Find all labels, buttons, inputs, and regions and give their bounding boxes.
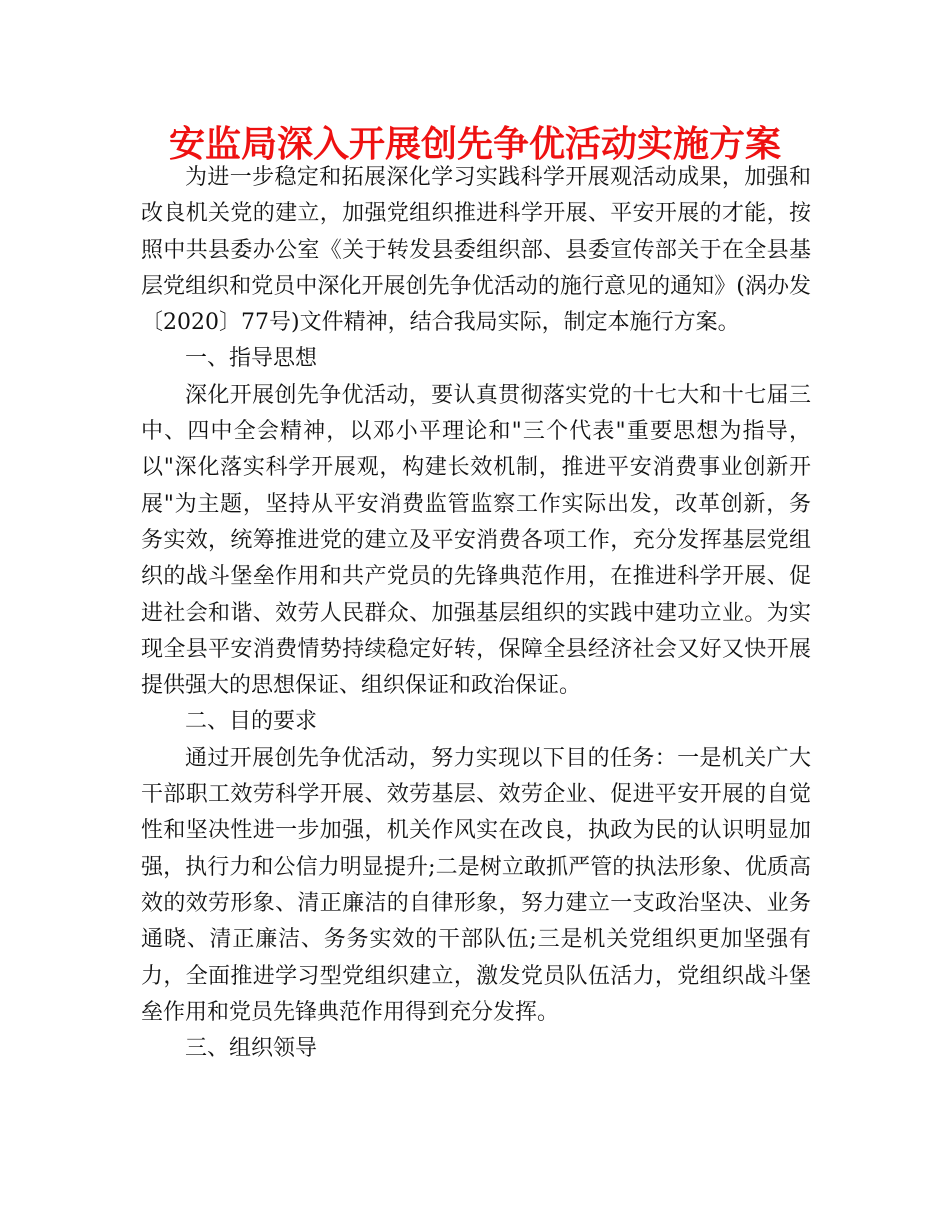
document-title: 安监局深入开展创先争优活动实施方案 <box>168 124 781 165</box>
intro-paragraph: 为进一步稳定和拓展深化学习实践科学开展观活动成果，加强和改良机关党的建立，加强党组织推进科学开展、平安开展的才能，按照中共县委办公室《关于转发县委组织部、县委宣传部关于在全县基层党组织和党员中深化开展创先争优活动的施行意见的通知》(涡办发〔2020〕77号)文件精神，结合我局实际，制定本施行方案。 <box>141 165 811 336</box>
section-body-goals: 通过开展创先争优活动，努力实现以下目的任务：一是机关广大干部职工效劳科学开展、效劳基层、效劳企业、促进平安开展的自觉性和坚决性进一步加强，机关作风实在改良，执政为民的认识明显加强，执行力和公信力明显提升;二是树立敢抓严管的执法形象、优质高效的效劳形象、清正廉洁的自律形象，努力建立一支政治坚决、业务通晓、清正廉洁、务务实效的干部队伍;三是机关党组织更加坚强有力，全面推进学习型党组织建立，激发党员队伍活力，党组织战斗堡垒作用和党员先锋典范作用得到充分发挥。 <box>141 745 811 1025</box>
section-body-guiding-thought: 深化开展创先争优活动，要认真贯彻落实党的十七大和十七届三中、四中全会精神，以邓小平理论和"三个代表"重要思想为指导，以"深化落实科学开展观，构建长效机制，推进平安消费事业创新开展"为主题，坚持从平安消费监管监察工作实际出发，改革创新，务务实效，统筹推进党的建立及平安消费各项工作，充分发挥基层党组织的战斗堡垒作用和共产党员的先锋典范作用，在推进科学开展、促进社会和谐、效劳人民群众、加强基层组织的实践中建功立业。为实现全县平安消费情势持续稳定好转，保障全县经济社会又好又快开展提供强大的思想保证、组织保证和政治保证。 <box>141 382 811 699</box>
section-heading-guiding-thought: 一、指导思想 <box>185 346 318 372</box>
section-heading-organization: 三、组织领导 <box>185 1036 318 1062</box>
document-body <box>141 160 811 1067</box>
section-heading-goals: 二、目的要求 <box>185 709 318 735</box>
